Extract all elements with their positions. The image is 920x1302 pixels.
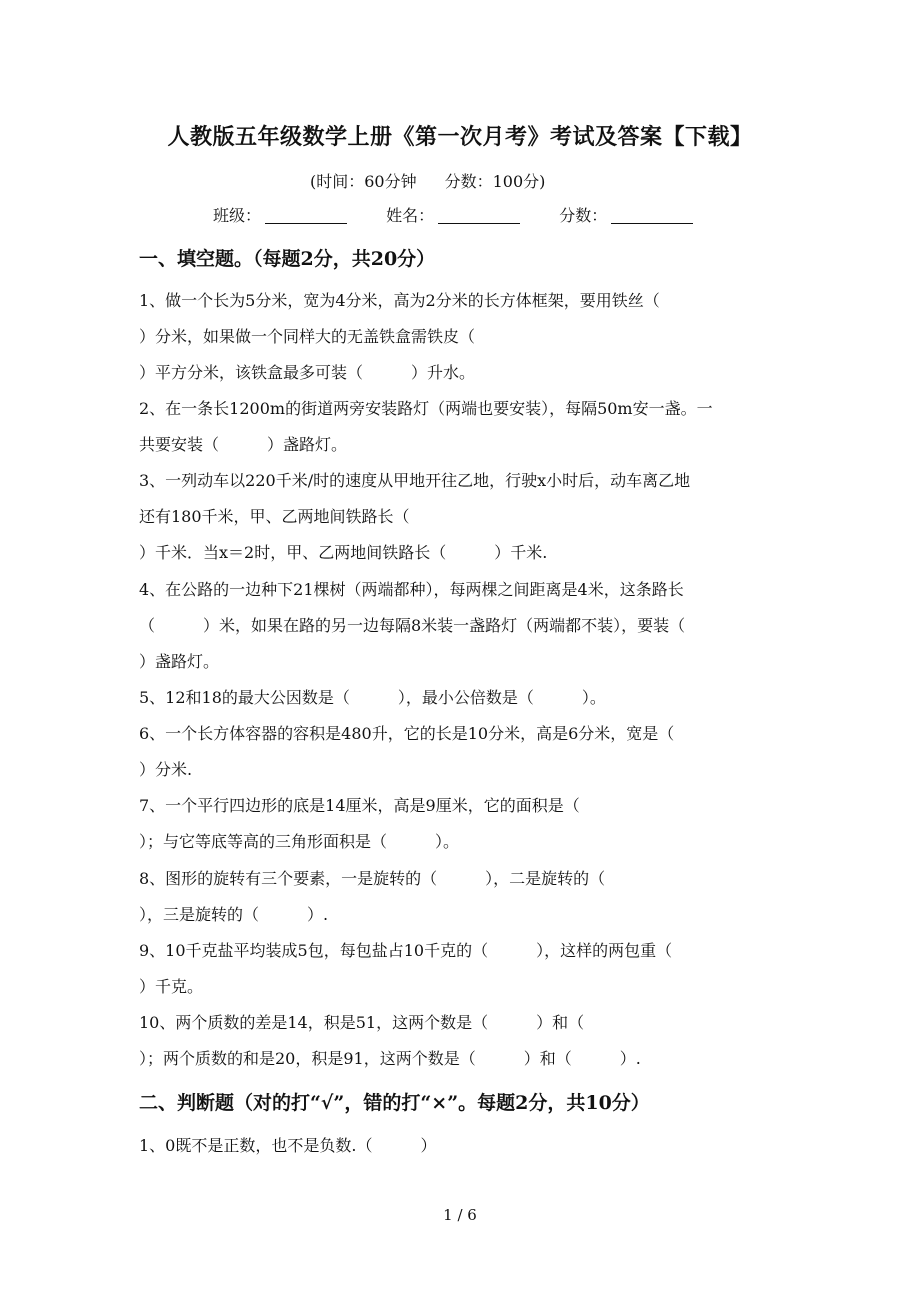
exam-time: (时间：60分钟 — [310, 172, 417, 191]
name-blank[interactable] — [438, 207, 520, 224]
class-label: 班级： — [213, 206, 262, 225]
score-label: 分数： — [559, 206, 608, 225]
question-line: ）分米. — [139, 760, 193, 779]
question-line: 3、一列动车以220千米/时的速度从甲地开往乙地，行驶x小时后，动车离乙地 — [139, 471, 691, 490]
question-line: ）盏路灯。 — [139, 652, 220, 671]
question-line: ）；与它等底等高的三角形面积是（ ）。 — [139, 832, 460, 851]
name-label: 姓名： — [386, 206, 435, 225]
student-info-fields — [213, 203, 727, 226]
section-heading-true-false: 二、判断题（对的打“√”，错的打“×”。每题2分，共10分） — [139, 1092, 650, 1114]
question-line: ）平方分米，该铁盒最多可装（ ）升水。 — [139, 363, 476, 382]
question-line: ）千克。 — [139, 977, 204, 996]
class-field — [213, 203, 347, 226]
question-line: 8、图形的旋转有三个要素，一是旋转的（ ），二是旋转的（ — [139, 869, 606, 888]
question-line: ），三是旋转的（ ）. — [139, 905, 329, 924]
question-line: ）；两个质数的和是20，积是91，这两个数是（ ）和（ ）. — [139, 1049, 641, 1068]
score-field — [559, 203, 693, 226]
exam-info — [310, 169, 573, 192]
question-line: 9、10千克盐平均装成5包，每包盐占10千克的（ ），这样的两包重（ — [139, 941, 673, 960]
question-line: 10、两个质数的差是14，积是51，这两个数是（ ）和（ — [139, 1013, 585, 1032]
exam-total-score: 分数：100分) — [444, 172, 546, 191]
question-line: 2、在一条长1200m的街道两旁安装路灯（两端也要安装），每隔50m安一盏。一 — [139, 399, 713, 418]
question-line: 4、在公路的一边种下21棵树（两端都种），每两棵之间距离是4米，这条路长 — [139, 580, 684, 599]
question-line: 1、做一个长为5分米，宽为4分米，高为2分米的长方体框架，要用铁丝（ — [139, 291, 660, 310]
name-field — [386, 203, 520, 226]
document-title: 人教版五年级数学上册《第一次月考》考试及答案【下载】 — [167, 124, 753, 150]
question-line: （ ）米，如果在路的另一边每隔8米装一盏路灯（两端都不装），要装（ — [139, 616, 686, 635]
question-line: 5、12和18的最大公因数是（ ），最小公倍数是（ ）。 — [139, 688, 606, 707]
question-line: 7、一个平行四边形的底是14厘米，高是9厘米，它的面积是（ — [139, 796, 580, 815]
class-blank[interactable] — [265, 207, 347, 224]
question-line: 还有180千米，甲、乙两地间铁路长（ — [139, 507, 410, 526]
question-line: ）千米．当x＝2时，甲、乙两地间铁路长（ ）千米. — [139, 543, 548, 562]
section-heading-fill-blank: 一、填空题。（每题2分，共20分） — [139, 248, 436, 270]
question-line: 6、一个长方体容器的容积是480升，它的长是10分米，高是6分米，宽是（ — [139, 724, 675, 743]
question-line: 共要安装（ ）盏路灯。 — [139, 435, 348, 454]
score-blank[interactable] — [611, 207, 693, 224]
page-number: 1 / 6 — [443, 1206, 477, 1224]
question-line: ）分米，如果做一个同样大的无盖铁盒需铁皮（ — [139, 327, 476, 346]
question-line: 1、0既不是正数，也不是负数.（ ） — [139, 1136, 437, 1155]
